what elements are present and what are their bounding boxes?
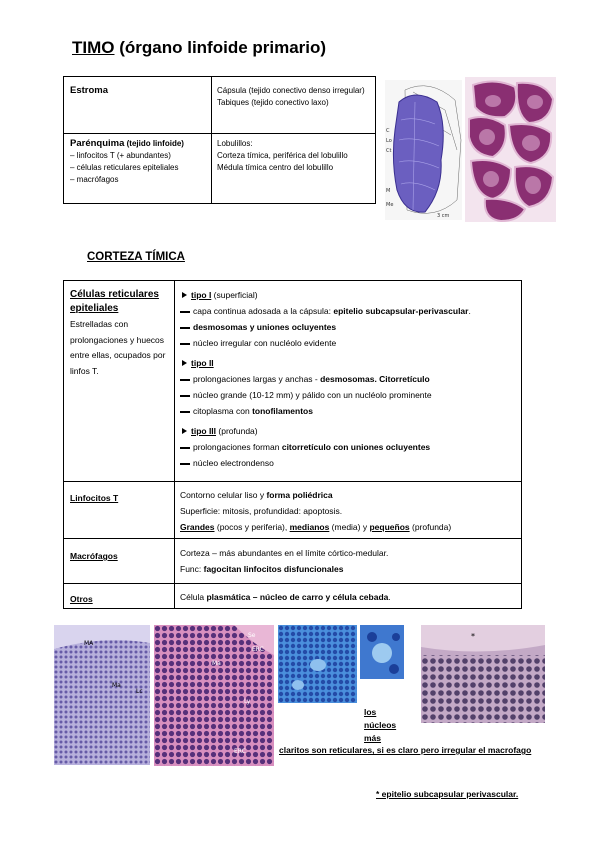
sketch-label: Me	[386, 202, 394, 208]
cortex-micrograph-5	[421, 625, 545, 723]
corteza-table	[63, 280, 522, 609]
bullet-triangle-icon	[182, 360, 187, 366]
lobulillos-title: Lobulillos:	[217, 139, 253, 148]
thymus-lobules-micrograph	[465, 77, 556, 222]
page-title	[72, 38, 326, 58]
photo-label: Se	[248, 632, 256, 639]
estroma-tabiques: Tabiques (tejido conectivo laxo)	[217, 98, 329, 107]
title-rest: (órgano linfoide primario)	[114, 38, 327, 57]
reticulares-desc: Estrelladas con prolongaciones y huecos entre ellas, ocupados por linfos T.	[70, 319, 166, 376]
estroma-capsula: Cápsula (tejido conectivo denso irregular)	[217, 86, 365, 95]
linfocitos-content: Contorno celular liso y forma poliédrica Superficie: mitosis, profundidad: apoptosis. Grandes (pocos y periferia), medianos (media) y pequeños (profunda)	[180, 490, 452, 532]
cortex-micrograph-1	[54, 625, 150, 765]
parenquima-sub: (tejido linfoide)	[124, 139, 184, 148]
photo-label: ERC	[252, 646, 264, 653]
tipo1-sub: (superficial)	[211, 290, 258, 300]
tipo3-title: tipo III	[191, 426, 217, 436]
parenquima-item: – células reticulares epiteliales	[70, 163, 179, 172]
reticulares-types	[180, 287, 520, 471]
linfocitos-label: Linfocitos T	[70, 493, 119, 503]
photo-label: Ma	[112, 682, 121, 689]
photo-label: ERC	[234, 748, 246, 755]
parenquima-item: – macrófagos	[70, 175, 119, 184]
caption-main: claritos son reticulares, si es claro pero irregular el macrofago	[279, 745, 532, 755]
cortex-micrograph-2	[154, 625, 274, 766]
otros-content: Célula plasmática – núcleo de carro y célula cebada.	[180, 592, 391, 602]
lobulillos-item: Corteza tímica, periférica del lobulillo	[217, 151, 348, 160]
thymus-sketch-image	[385, 80, 462, 220]
tipo1-item: núcleo irregular con nucléolo evidente	[180, 335, 520, 351]
tipo1-title: tipo I	[191, 290, 212, 300]
photo-label: *	[471, 632, 475, 641]
parenquima-cell	[70, 138, 210, 186]
tipo3-item: prolongaciones forman citorretículo con uniones ocluyentes	[180, 439, 520, 455]
footnote: * epitelio subcapsular perivascular.	[376, 789, 519, 799]
sketch-label: Ct	[386, 148, 392, 154]
lobulillos-cell	[217, 138, 375, 174]
photo-label: Lc	[136, 688, 143, 695]
reticulares-label: Células reticulares epiteliales	[70, 289, 159, 314]
caption-lines: los núcleos más	[364, 707, 397, 743]
section-title: CORTEZA TÍMICA	[87, 251, 185, 263]
photo-label: Ma	[212, 660, 221, 667]
bullet-triangle-icon	[182, 428, 187, 434]
tipo3-sub: (profunda)	[216, 426, 258, 436]
photo-label: Ly	[244, 698, 251, 705]
lobulillos-item: Médula tímica centro del lobulillo	[217, 163, 334, 172]
sketch-label: Lo	[386, 138, 392, 144]
tipo1-item: capa continua adosada a la cápsula: epitelio subcapsular-perivascular.	[180, 303, 520, 319]
tipo2-item: núcleo grande (10-12 mm) y pálido con un nucléolo prominente	[180, 387, 520, 403]
tipo2-title: tipo II	[191, 358, 214, 368]
cortex-micrograph-3	[278, 625, 357, 703]
sketch-scale: 3 cm	[437, 213, 450, 219]
macrofagos-content: Corteza – más abundantes en el límite córtico-medular. Func: fagocitan linfocitos disfuncionales	[180, 548, 389, 574]
estroma-parenquima-table	[63, 76, 376, 204]
sketch-label: M	[386, 188, 391, 194]
reticulares-label-cell	[70, 288, 172, 379]
cortex-micrograph-4	[360, 625, 404, 679]
bullet-triangle-icon	[182, 292, 187, 298]
tipo1-item: desmosomas y uniones ocluyentes	[180, 319, 520, 335]
otros-label: Otros	[70, 594, 93, 604]
tipo2-item: prolongaciones largas y anchas - desmosomas. Citorretículo	[180, 371, 520, 387]
parenquima-label: Parénquima	[70, 138, 125, 149]
macrofagos-label: Macrófagos	[70, 551, 118, 561]
title-main: TIMO	[72, 38, 115, 57]
photo-label: MA	[84, 640, 94, 647]
tipo3-item: núcleo electrondenso	[180, 455, 520, 471]
parenquima-item: – linfocitos T (+ abundantes)	[70, 151, 171, 160]
tipo2-item: citoplasma con tonofilamentos	[180, 403, 520, 419]
sketch-label: C	[386, 128, 390, 134]
estroma-label: Estroma	[70, 85, 109, 96]
estroma-items	[217, 85, 372, 109]
